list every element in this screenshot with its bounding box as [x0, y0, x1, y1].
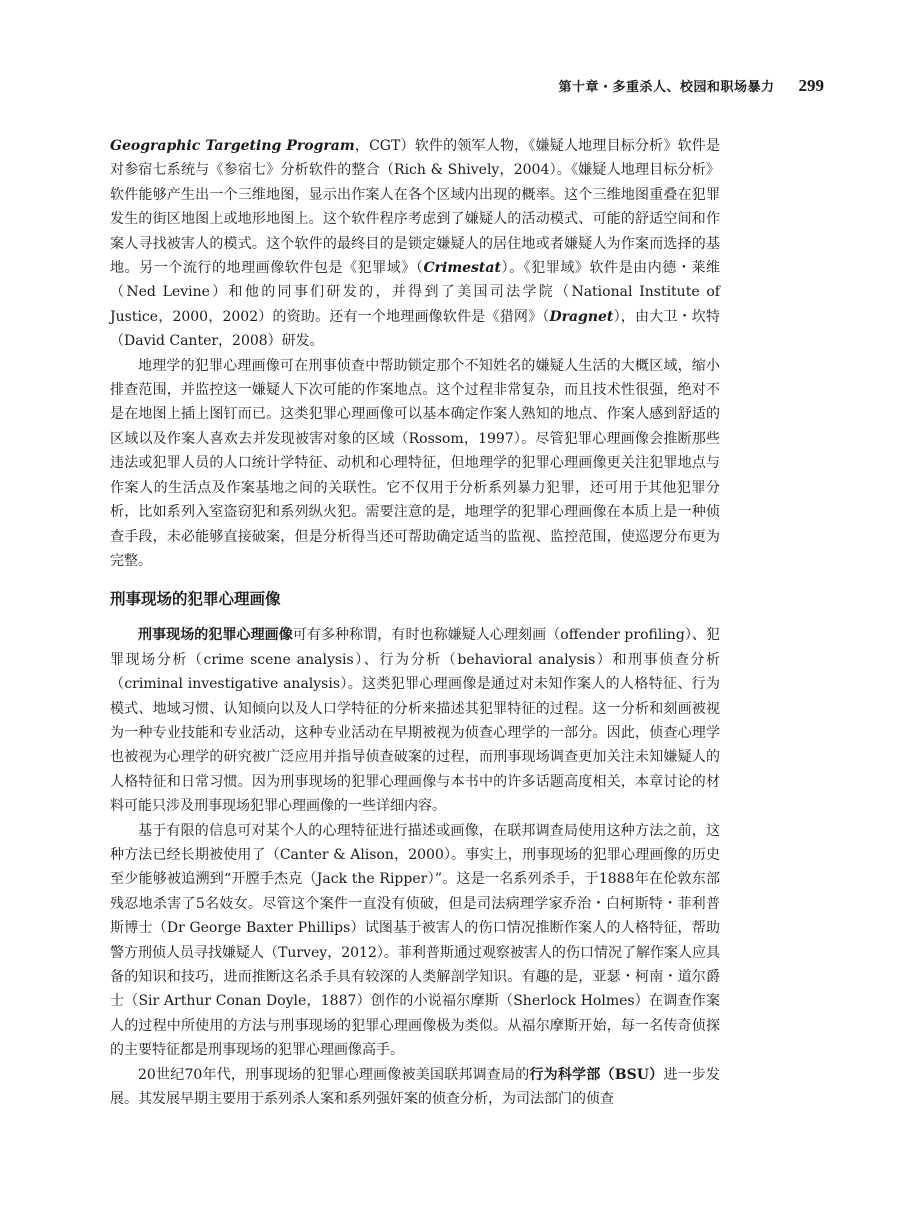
paragraph-history: 基于有限的信息可对某个人的心理特征进行描述或画像，在联邦调查局使用这种方法之前，这种方法已经长期被使用了（Canter & Alison，2000）。事实上，刑事现场的犯罪心理画像的历史至少能够被追溯到“开膛手杰克（Jack the Ripper）”。这是一名系列杀手，于1888年在伦敦东部残忍地杀害了5名妓女。尽管这个案件一直没有侦破，但是司法病理学家乔治・白柯斯特・菲利普斯博士（Dr George Baxter Phillips）试图基于被害人的伤口情况推断作案人的人格特征，帮助警方刑侦人员寻找嫌疑人（Turvey，2012）。菲利普斯通过观察被害人的伤口情况了解作案人应具备的知识和技巧，进而推断这名杀手具有较深的人类解剖学知识。有趣的是，亚瑟・柯南・道尔爵士（Sir Arthur Conan Doyle，1887）创作的小说福尔摩斯（Sherlock Holmes）在调查作案人的过程中所使用的方法与刑事现场的犯罪心理画像极为类似。从福尔摩斯开始，每一名传奇侦探的主要特征都是刑事现场的犯罪心理画像高手。 — [110, 822, 720, 1059]
paragraph-bsu-text: 进一步发展。其发展早期主要用于系列杀人案和系列强奸案的侦查分析，为司法部门的侦查 — [110, 1066, 721, 1108]
chapter-title: 第十章・多重杀人、校园和职场暴力 — [558, 80, 775, 95]
key-term: 刑事现场的犯罪心理画像 — [138, 627, 293, 644]
running-header — [558, 76, 824, 96]
paragraph-software-text-3: ），由大卫・坎特（David Canter，2008）研发。 — [110, 308, 720, 350]
paragraph-bsu — [110, 1063, 720, 1112]
paragraph-bsu-lead: 20世纪70年代，刑事现场的犯罪心理画像被美国联邦调查局的 — [138, 1066, 530, 1083]
paragraph-crime-scene-profiling — [110, 623, 720, 818]
software-title-crimestat: Crimestat — [423, 260, 501, 277]
paragraph-crime-scene-text: 可有多种称谓，有时也称嫌疑人心理刻画（offender profiling）、犯罪现场分析（crime scene analysis）、行为分析（behavioral analysis）和刑事侦查分析（criminal investigative analysis）。这类犯罪心理画像是通过对未知作案人的人格特征、行为模式、地域习惯、认知倾向以及人口学特征的分析来描述其犯罪特征的过程。这一分析和刻画被视为一种专业技能和专业活动，这种专业活动在早期被视为侦查心理学的一部分。因此，侦查心理学也被视为心理学的研究被广泛应用并指导侦查破案的过程，而刑事现场调查更加关注未知嫌疑人的人格特征和日常习惯。因为刑事现场的犯罪心理画像与本书中的许多话题高度相关，本章讨论的材料可能只涉及刑事现场犯罪心理画像的一些详细内容。 — [110, 627, 721, 815]
key-term-bsu: 行为科学部（BSU） — [529, 1066, 664, 1083]
paragraph-geographic-profiling: 地理学的犯罪心理画像可在刑事侦查中帮助锁定那个不知姓名的嫌疑人生活的大概区域，缩小排查范围，并监控这一嫌疑人下次可能的作案地点。这个过程非常复杂，而且技术性很强，绝对不是在地图上插上图钉而已。这类犯罪心理画像可以基本确定作案人熟知的地点、作案人感到舒适的区域以及作案人喜欢去并发现被害对象的区域（Rossom，1997）。尽管犯罪心理画像会推断那些违法或犯罪人员的人口统计学特征、动机和心理特征，但地理学的犯罪心理画像更关注犯罪地点与作案人的生活点及作案基地之间的关联性。它不仅用于分析系列暴力犯罪，还可用于其他犯罪分析，比如系列入室盗窃犯和系列纵火犯。需要注意的是，地理学的犯罪心理画像在本质上是一种侦查手段，未必能够直接破案，但是分析得当还可帮助确定适当的监视、监控范围，使巡逻分布更为完整。 — [110, 357, 720, 569]
paragraph-software — [110, 134, 720, 354]
software-title-dragnet: Dragnet — [549, 308, 614, 325]
section-heading: 刑事现场的犯罪心理画像 — [110, 590, 281, 609]
paragraph-software-text: ，CGT）软件的领军人物，《嫌疑人地理目标分析》软件是对参宿七系统与《参宿七》分析软件的整合（Rich & Shively，2004）。《嫌疑人地理目标分析》软件能够产生出一个三维地图，显示出作案人在各个区域内出现的概率。这个三维地图重叠在犯罪发生的街区地图上或地形地图上。这个软件程序考虑到了嫌疑人的活动模式、可能的舒适空间和作案人寻找被害人的模式。这个软件的最终目的是锁定嫌疑人的居住地或者嫌疑人为作案而选择的基地。另一个流行的地理画像软件包是《犯罪域》（ — [110, 138, 720, 277]
software-title-geographic-targeting: Geographic Targeting Program — [110, 138, 355, 154]
paragraph-software-text-2: ）。《犯罪域》软件是由内德・莱维（Ned Levine）和他的同事们研发的，并得到了美国司法学院（National Institute of Justice，2000，2002）的资助。还有一个地理画像软件是《猎网》（ — [110, 260, 721, 325]
page-body — [110, 134, 720, 1111]
page-number: 299 — [798, 76, 824, 95]
